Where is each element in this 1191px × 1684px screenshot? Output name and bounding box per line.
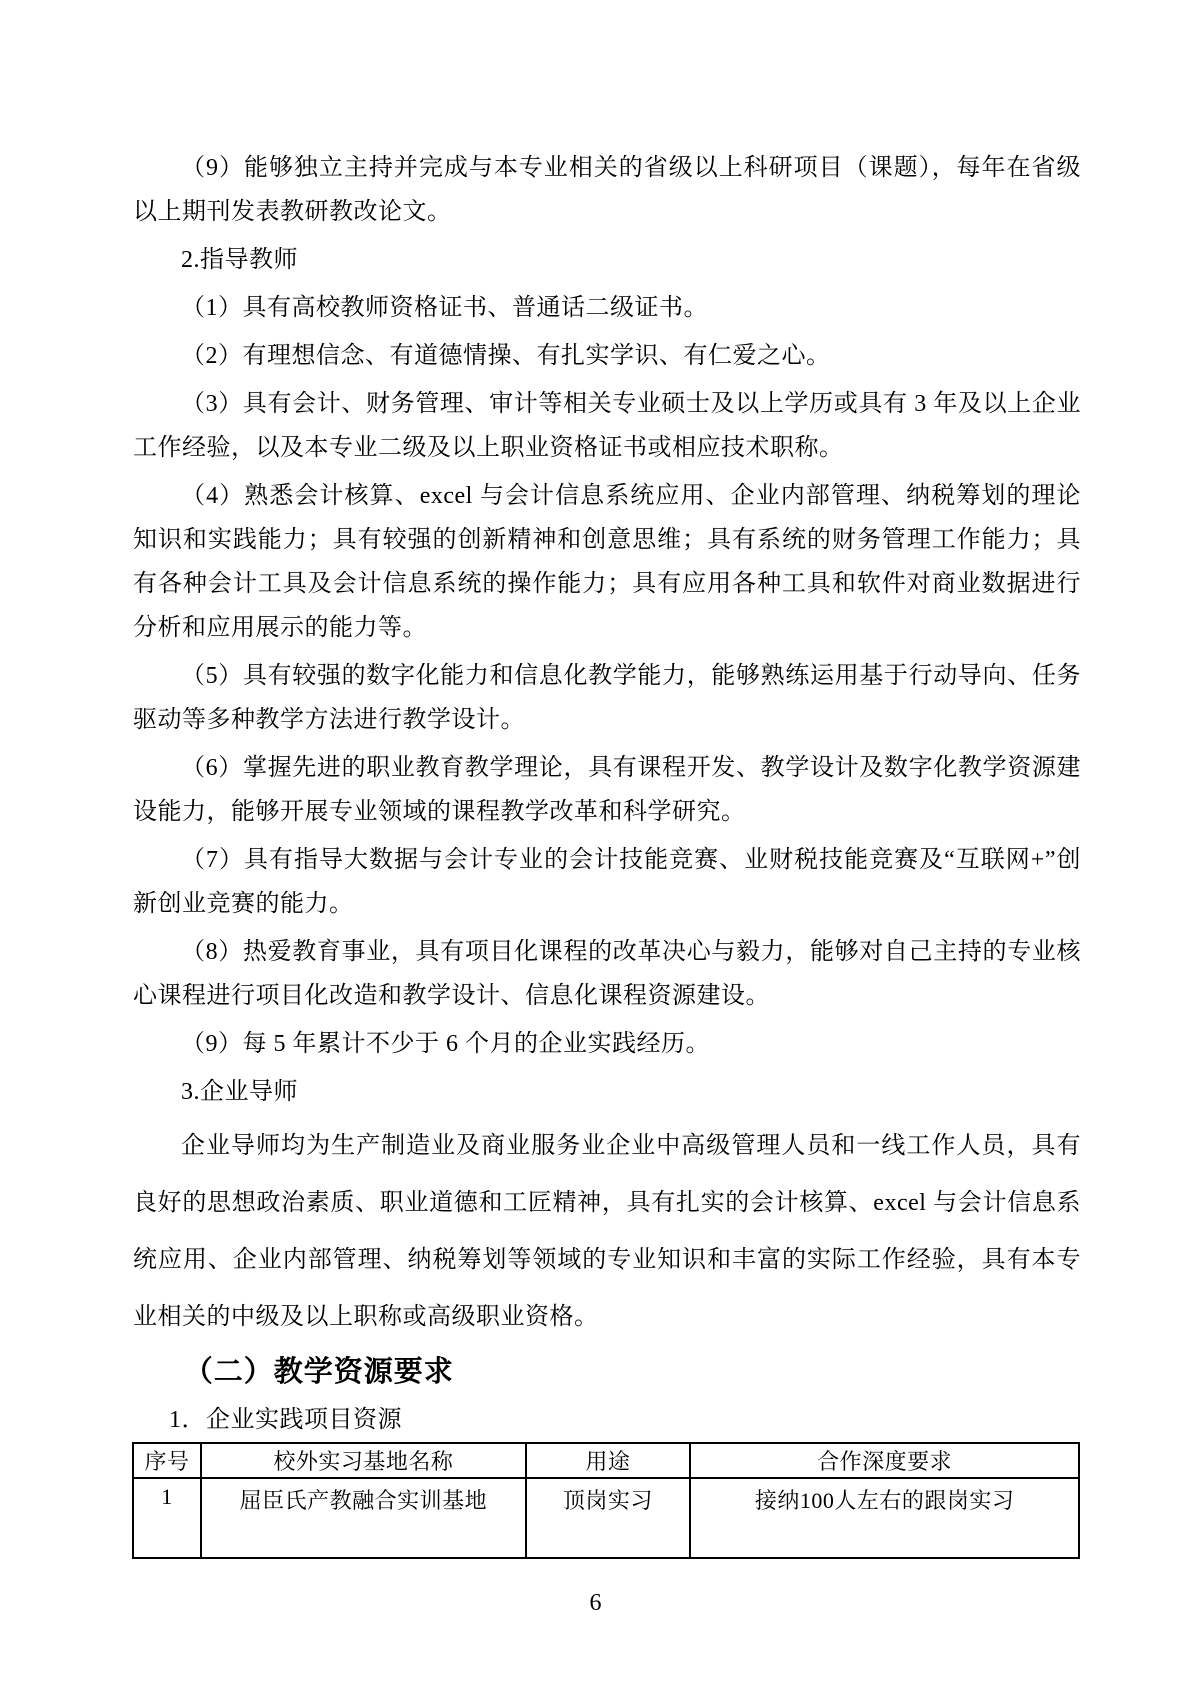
page-number: 6	[589, 1590, 602, 1616]
table-header-cell-name: 校外实习基地名称	[201, 1443, 525, 1478]
body-paragraph: （9）每 5 年累计不少于 6 个月的企业实践经历。	[181, 1031, 710, 1057]
table-header-cell-no: 序号	[133, 1443, 201, 1478]
body-paragraph: 3.企业导师	[181, 1079, 298, 1105]
body-paragraph: （4）熟悉会计核算、excel 与会计信息系统应用、企业内部管理、纳税筹划的理论知识和实践能力；具有较强的创新精神和创意思维；具有系统的财务管理工作能力；具有各种会计工具及会计信息系统的操作能力；具有应用各种工具和软件对商业数据进行分析和应用展示的能力等。	[133, 483, 1081, 641]
section-heading: （二）教学资源要求	[183, 1356, 454, 1388]
table-cell-use: 顶岗实习	[526, 1478, 691, 1558]
body-paragraph: （6）掌握先进的职业教育教学理论，具有课程开发、教学设计及数字化教学资源建设能力，能够开展专业领域的课程教学改革和科学研究。	[133, 755, 1081, 825]
table-cell-no: 1	[133, 1478, 201, 1558]
body-paragraph: 企业导师均为生产制造业及商业服务业企业中高级管理人员和一线工作人员，具有良好的思想政治素质、职业道德和工匠精神，具有扎实的会计核算、excel 与会计信息系统应用、企业内部管理、纳税筹划等领域的专业知识和丰富的实际工作经验，具有本专业相关的中级及以上职称或高级职业资格。	[133, 1133, 1081, 1330]
body-paragraph: （1）具有高校教师资格证书、普通话二级证书。	[181, 295, 708, 321]
table-header-row	[133, 1443, 1079, 1478]
body-paragraph: （5）具有较强的数字化能力和信息化教学能力，能够熟练运用基于行动导向、任务驱动等多种教学方法进行教学设计。	[133, 663, 1081, 733]
table-cell-name: 屈臣氏产教融合实训基地	[201, 1478, 525, 1558]
table-header-cell-req: 合作深度要求	[690, 1443, 1079, 1478]
list-heading: 1．企业实践项目资源	[169, 1407, 402, 1433]
document-body	[133, 146, 1081, 1559]
table-cell-req: 接纳100人左右的跟岗实习	[690, 1478, 1079, 1558]
body-paragraph: 2.指导教师	[181, 247, 298, 273]
body-paragraph: （8）热爱教育事业，具有项目化课程的改革决心与毅力，能够对自己主持的专业核心课程进行项目化改造和教学设计、信息化课程资源建设。	[133, 939, 1081, 1009]
practice-resource-table	[132, 1442, 1080, 1559]
body-paragraph: （2）有理想信念、有道德情操、有扎实学识、有仁爱之心。	[181, 343, 831, 369]
body-paragraph: （3）具有会计、财务管理、审计等相关专业硕士及以上学历或具有 3 年及以上企业工作经验，以及本专业二级及以上职业资格证书或相应技术职称。	[133, 391, 1081, 461]
table-header-cell-use: 用途	[526, 1443, 691, 1478]
body-paragraph: （9）能够独立主持并完成与本专业相关的省级以上科研项目（课题），每年在省级以上期刊发表教研教改论文。	[133, 155, 1081, 225]
body-paragraph: （7）具有指导大数据与会计专业的会计技能竞赛、业财税技能竞赛及“互联网+”创新创业竞赛的能力。	[133, 847, 1081, 917]
table-row	[133, 1478, 1079, 1558]
